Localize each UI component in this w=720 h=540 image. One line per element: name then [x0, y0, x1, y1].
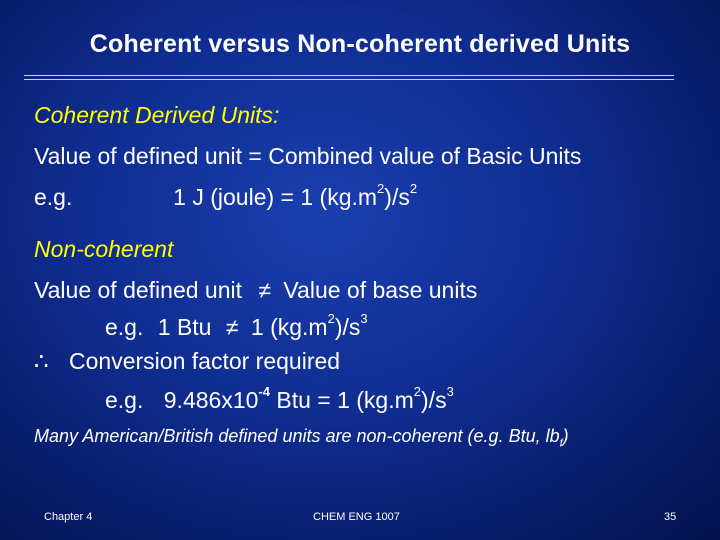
nc-eg-right: 1 (kg.m: [250, 314, 328, 340]
nc-eg-left: 1 Btu: [157, 314, 212, 340]
note-text: Many American/British defined units are non-coherent (e.g. Btu, lb: [34, 426, 560, 446]
note-end: ): [562, 426, 569, 446]
footer-course: CHEM ENG 1007: [313, 511, 400, 523]
close-s: )/s: [421, 387, 447, 413]
nc-def-right: Value of base units: [283, 277, 478, 303]
note-subscript: f: [559, 437, 563, 450]
close-s: )/s: [384, 184, 410, 210]
conv-eg-rest: Btu = 1 (kg.m: [269, 387, 414, 413]
coherent-definition: Value of defined unit = Combined value of Basic Units: [34, 143, 582, 169]
exponent: 2: [409, 181, 418, 196]
coherent-eg-expression: 1 J (joule) = 1 (kg.m: [173, 184, 378, 210]
conversion-line: [34, 348, 340, 375]
coherent-eg-label: e.g.: [34, 184, 73, 210]
conversion-example: [105, 384, 454, 414]
footer-page-number: 35: [664, 511, 677, 523]
slide-title: Coherent versus Non-coherent derived Units: [89, 30, 631, 58]
not-equal-icon: ≠: [258, 277, 272, 303]
coherent-example: [34, 181, 418, 211]
therefore-icon: ∴: [34, 348, 49, 374]
footer-chapter: Chapter 4: [44, 511, 93, 523]
exponent: 2: [327, 311, 335, 326]
note: [34, 424, 684, 457]
exponent: -4: [258, 384, 270, 399]
exponent: 2: [413, 384, 422, 399]
conv-eg-label: e.g.: [105, 387, 144, 413]
conv-eg-number: 9.486x10: [163, 387, 259, 413]
noncoherent-definition: [34, 277, 477, 304]
title-divider: [24, 75, 674, 80]
conversion-text: Conversion factor required: [69, 348, 341, 374]
exponent: 3: [446, 384, 454, 399]
nc-def-left: Value of defined unit: [34, 277, 243, 303]
exponent: 2: [377, 181, 385, 196]
noncoherent-heading: Non-coherent: [34, 236, 174, 262]
noncoherent-example: [105, 311, 368, 341]
close-s: )/s: [334, 314, 361, 340]
coherent-heading: Coherent Derived Units:: [34, 102, 280, 128]
exponent: 3: [360, 311, 368, 326]
nc-eg-label: e.g.: [105, 314, 144, 340]
not-equal-icon: ≠: [225, 314, 239, 340]
